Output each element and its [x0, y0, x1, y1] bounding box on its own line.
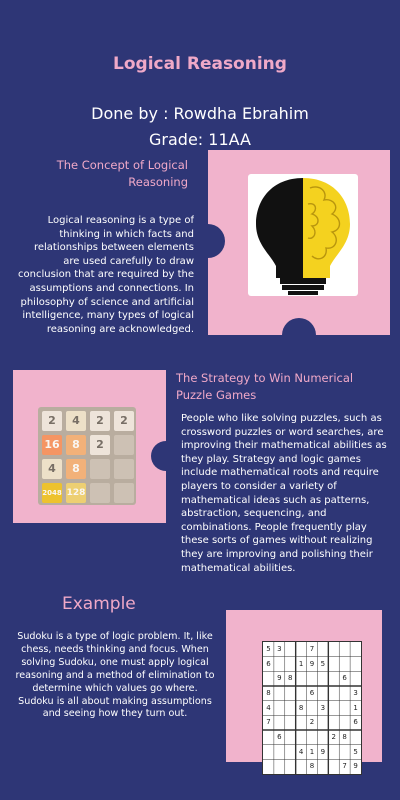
- sudoku-cell: 6: [353, 718, 358, 727]
- game-tile: [114, 459, 134, 479]
- sudoku-grid: [262, 641, 362, 775]
- sudoku-cell: 3: [353, 689, 358, 697]
- sudoku-cell: 9: [353, 762, 358, 771]
- game-tile: [114, 435, 134, 455]
- sudoku-cell: 8: [309, 762, 315, 771]
- sudoku-cell: 8: [287, 674, 293, 683]
- sudoku-cell: 8: [266, 689, 271, 697]
- sudoku-cell: 9: [277, 674, 282, 683]
- section1-text: Logical reasoning is a type of thinking in which facts and relationships between elements are used carefully to draw conclusion that are required by the assumptions and connections. In philosophy of science and artificial intelligence, many types of logical reasoning are acknowledged.: [18, 215, 194, 335]
- game-tile: 8: [66, 435, 86, 455]
- sudoku-cell: 8: [298, 703, 304, 712]
- sudoku-cell: 6: [266, 659, 271, 668]
- game-tile: [90, 459, 110, 479]
- sudoku-cell: 2: [331, 733, 336, 741]
- sudoku-cell: 2: [309, 718, 315, 727]
- author-line: Done by : Rowdha Ebrahim: [91, 104, 309, 123]
- sudoku-cell: 5: [353, 747, 358, 756]
- section2-title: The Strategy to Win Numerical Puzzle Games: [176, 371, 354, 402]
- puzzle-knob-right: [148, 438, 184, 474]
- grade-line: Grade: 11AA: [149, 130, 251, 149]
- game-tile: 8: [66, 459, 86, 479]
- sudoku-cell: 3: [277, 645, 282, 653]
- sudoku-cell: 3: [320, 703, 326, 712]
- game-tile: [114, 483, 134, 503]
- sudoku-cell: 9: [320, 747, 326, 756]
- example-text: Sudoku is a type of logic problem. It, like chess, needs thinking and focus. When solving Sudoku, one must apply logical reasoning and a method of elimination to determine which values go where. Sudoku is all about making assumptions and seeing how they turn out.: [15, 631, 215, 720]
- sudoku-cell: 1: [353, 703, 358, 712]
- brain-bulb-image: [248, 174, 358, 296]
- game-tile: 2: [42, 411, 62, 431]
- sudoku-cell: 8: [342, 733, 347, 741]
- sudoku-cell: 7: [309, 645, 315, 653]
- sudoku-cell: 4: [266, 703, 271, 712]
- section1-title: The Concept of Logical Reasoning: [56, 158, 188, 189]
- page-title: Logical Reasoning: [113, 54, 287, 74]
- sudoku-cell: 9: [309, 659, 315, 668]
- game-tile: 2: [90, 435, 110, 455]
- game-tile: 128: [66, 483, 86, 503]
- sudoku-cell: 5: [266, 645, 271, 653]
- game-tile: 2048: [42, 483, 62, 503]
- sudoku-cell: 4: [298, 747, 304, 756]
- game-tile: 4: [42, 459, 62, 479]
- game-tile: 16: [42, 435, 62, 455]
- game-tile: 2: [114, 411, 134, 431]
- game-tile: 4: [66, 411, 86, 431]
- game-2048-board: [38, 407, 136, 505]
- example-title: Example: [62, 594, 136, 614]
- sudoku-cell: 1: [309, 747, 315, 756]
- section2-text: People who like solving puzzles, such as crossword puzzles or word searches, are improving their mathematical abilities as they play. Strategy and logic games include mathematical roots and require players to consider a variety of mathematical ideas such as patterns, abstraction, sequencing, and combinations. People frequently play these sorts of games without realizing they are improving and polishing their mathematical abilities.: [181, 413, 387, 574]
- lightbulb-brain-icon: [248, 174, 358, 296]
- puzzle-notch-left: [191, 224, 225, 258]
- sudoku-cell: 5: [320, 659, 326, 668]
- game-tile: 2: [90, 411, 110, 431]
- sudoku-cell: 7: [266, 718, 271, 727]
- sudoku-cell: 6: [277, 733, 282, 741]
- game-tile: [90, 483, 110, 503]
- sudoku-cell: 6: [309, 689, 315, 697]
- sudoku-cell: 6: [342, 674, 347, 683]
- puzzle-notch-bottom: [282, 318, 316, 352]
- sudoku-cell: 1: [298, 659, 304, 668]
- sudoku-cell: 7: [342, 762, 347, 771]
